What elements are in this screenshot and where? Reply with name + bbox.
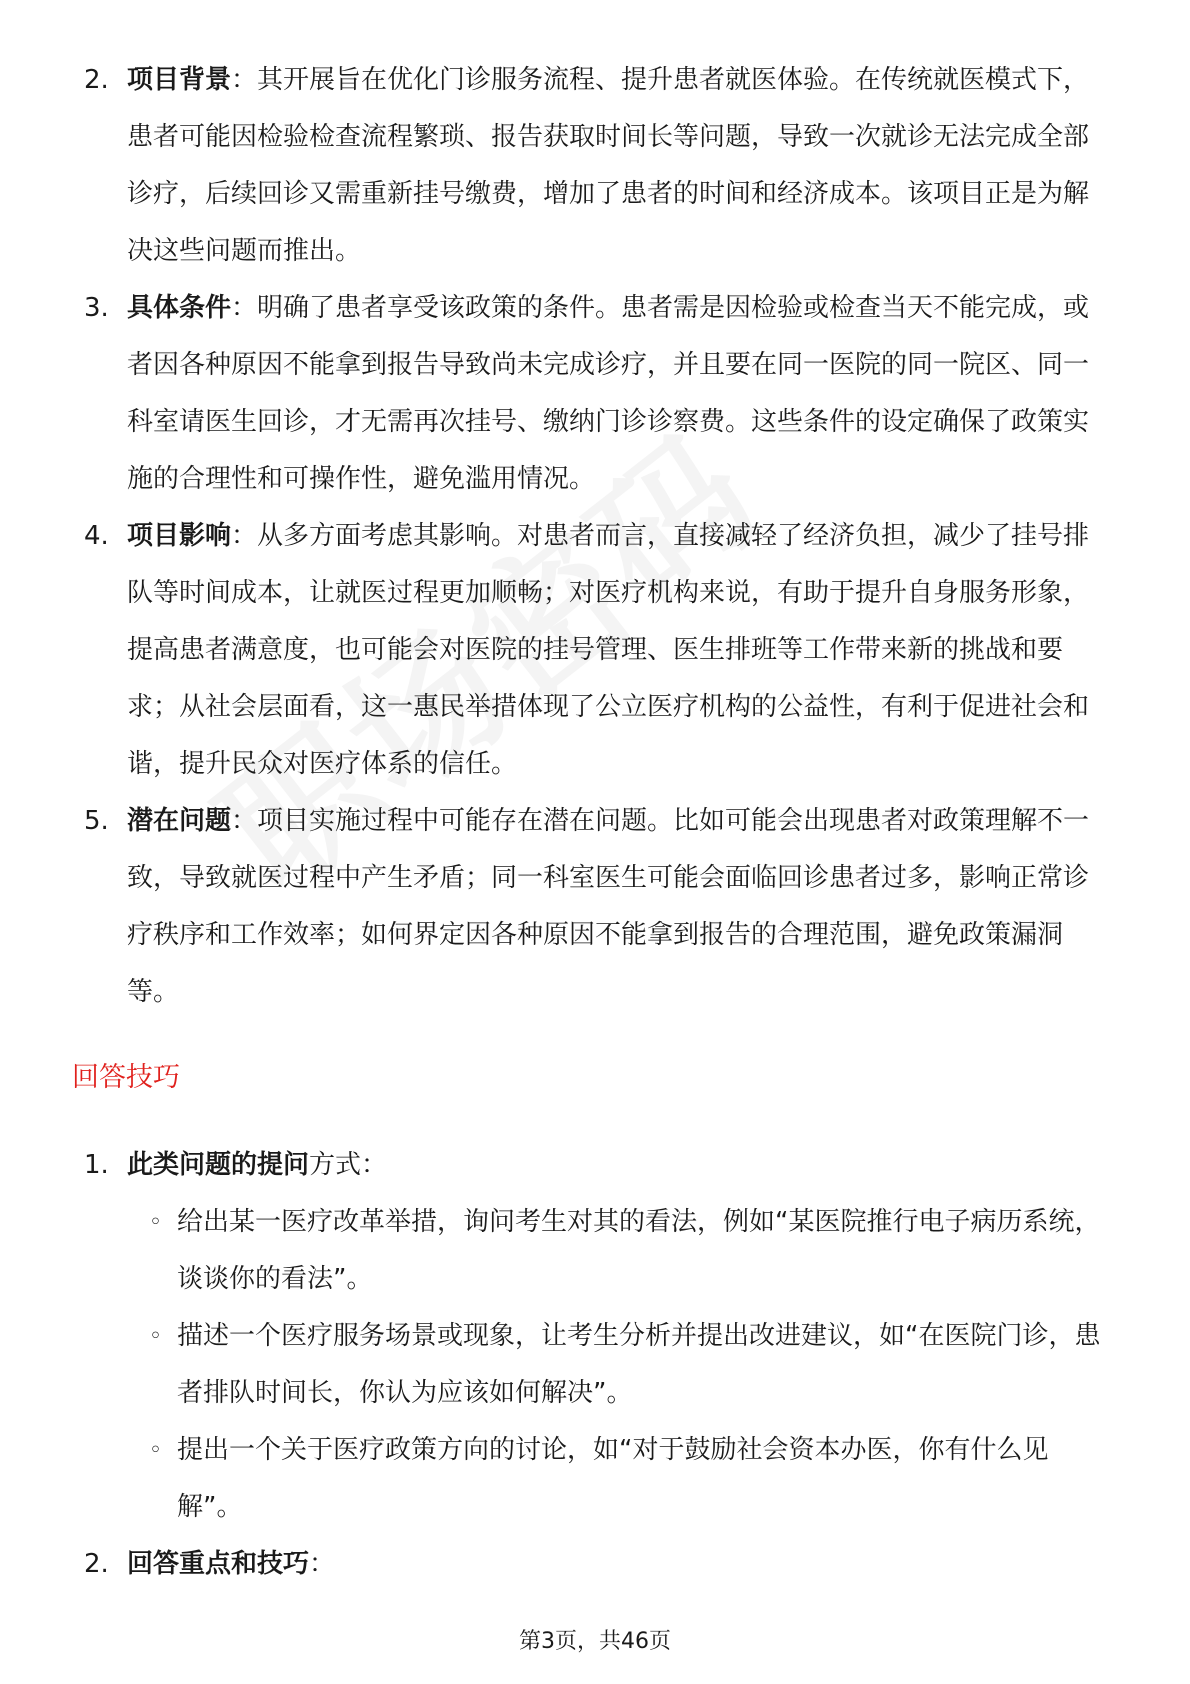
- bullet-icon: ◦: [149, 1324, 162, 1349]
- sub-item-text: 描述一个医疗服务场景或现象，让考生分析并提出改进建议，如“在医院门诊，患者排队时间长，你认为应该如何解决”。: [177, 1321, 1101, 1408]
- list-item: [0, 1536, 1190, 1593]
- item-label: 项目影响: [127, 521, 232, 551]
- tips-list: [0, 1137, 1190, 1593]
- sub-list-item: [127, 1422, 1110, 1536]
- item-text: ：明确了患者享受该政策的条件。患者需是因检验或检查当天不能完成，或者因各种原因不能拿到报告导致尚未完成诊疗，并且要在同一医院的同一院区、同一科室请医生回诊，才无需再次挂号、缴纳门诊诊察费。这些条件的设定确保了政策实施的合理性和可操作性，避免滥用情况。: [127, 293, 1090, 494]
- item-number: 4.: [84, 521, 109, 551]
- list-item: [0, 508, 1190, 793]
- item-label: 回答重点和技巧: [127, 1549, 310, 1579]
- item-number: 2.: [84, 1549, 109, 1579]
- item-number: 2.: [84, 65, 109, 95]
- list-item: [0, 280, 1190, 508]
- list-item: [0, 1137, 1190, 1536]
- sub-list: [127, 1194, 1110, 1536]
- item-text: ：项目实施过程中可能存在潜在问题。比如可能会出现患者对政策理解不一致，导致就医过程中产生矛盾；同一科室医生可能会面临回诊患者过多，影响正常诊疗秩序和工作效率；如何界定因各种原因不能拿到报告的合理范围，避免政策漏洞等。: [127, 806, 1090, 1007]
- sub-item-text: 提出一个关于医疗政策方向的讨论，如“对于鼓励社会资本办医，你有什么见解”。: [177, 1435, 1049, 1522]
- item-text: 方式：: [309, 1150, 388, 1180]
- item-label: 此类问题的提问: [127, 1150, 310, 1180]
- item-number: 1.: [84, 1150, 109, 1180]
- item-label: 潜在问题: [127, 806, 232, 836]
- bullet-icon: ◦: [149, 1210, 162, 1235]
- item-text: ：: [309, 1549, 336, 1579]
- item-label: 具体条件: [127, 293, 232, 323]
- analysis-list: [0, 52, 1190, 1021]
- bullet-icon: ◦: [149, 1438, 162, 1463]
- item-text: ：其开展旨在优化门诊服务流程、提升患者就医体验。在传统就医模式下，患者可能因检验检查流程繁琐、报告获取时间长等问题，导致一次就诊无法完成全部诊疗，后续回诊又需重新挂号缴费，增加了患者的时间和经济成本。该项目正是为解决这些问题而推出。: [127, 65, 1090, 266]
- item-label: 项目背景: [127, 65, 232, 95]
- section-heading: 回答技巧: [72, 1062, 180, 1093]
- page-footer: 第3页，共46页: [519, 1629, 671, 1654]
- list-item: [0, 52, 1190, 280]
- item-number: 3.: [84, 293, 109, 323]
- item-text: ：从多方面考虑其影响。对患者而言，直接减轻了经济负担，减少了挂号排队等时间成本，让就医过程更加顺畅；对医疗机构来说，有助于提升自身服务形象，提高患者满意度，也可能会对医院的挂号管理、医生排班等工作带来新的挑战和要求；从社会层面看，这一惠民举措体现了公立医疗机构的公益性，有利于促进社会和谐，提升民众对医疗体系的信任。: [127, 521, 1090, 779]
- sub-list-item: [127, 1194, 1110, 1308]
- list-item: [0, 793, 1190, 1021]
- sub-list-item: [127, 1308, 1110, 1422]
- sub-item-text: 给出某一医疗改革举措，询问考生对其的看法，例如“某医院推行电子病历系统，谈谈你的看法”。: [177, 1207, 1101, 1294]
- item-number: 5.: [84, 806, 109, 836]
